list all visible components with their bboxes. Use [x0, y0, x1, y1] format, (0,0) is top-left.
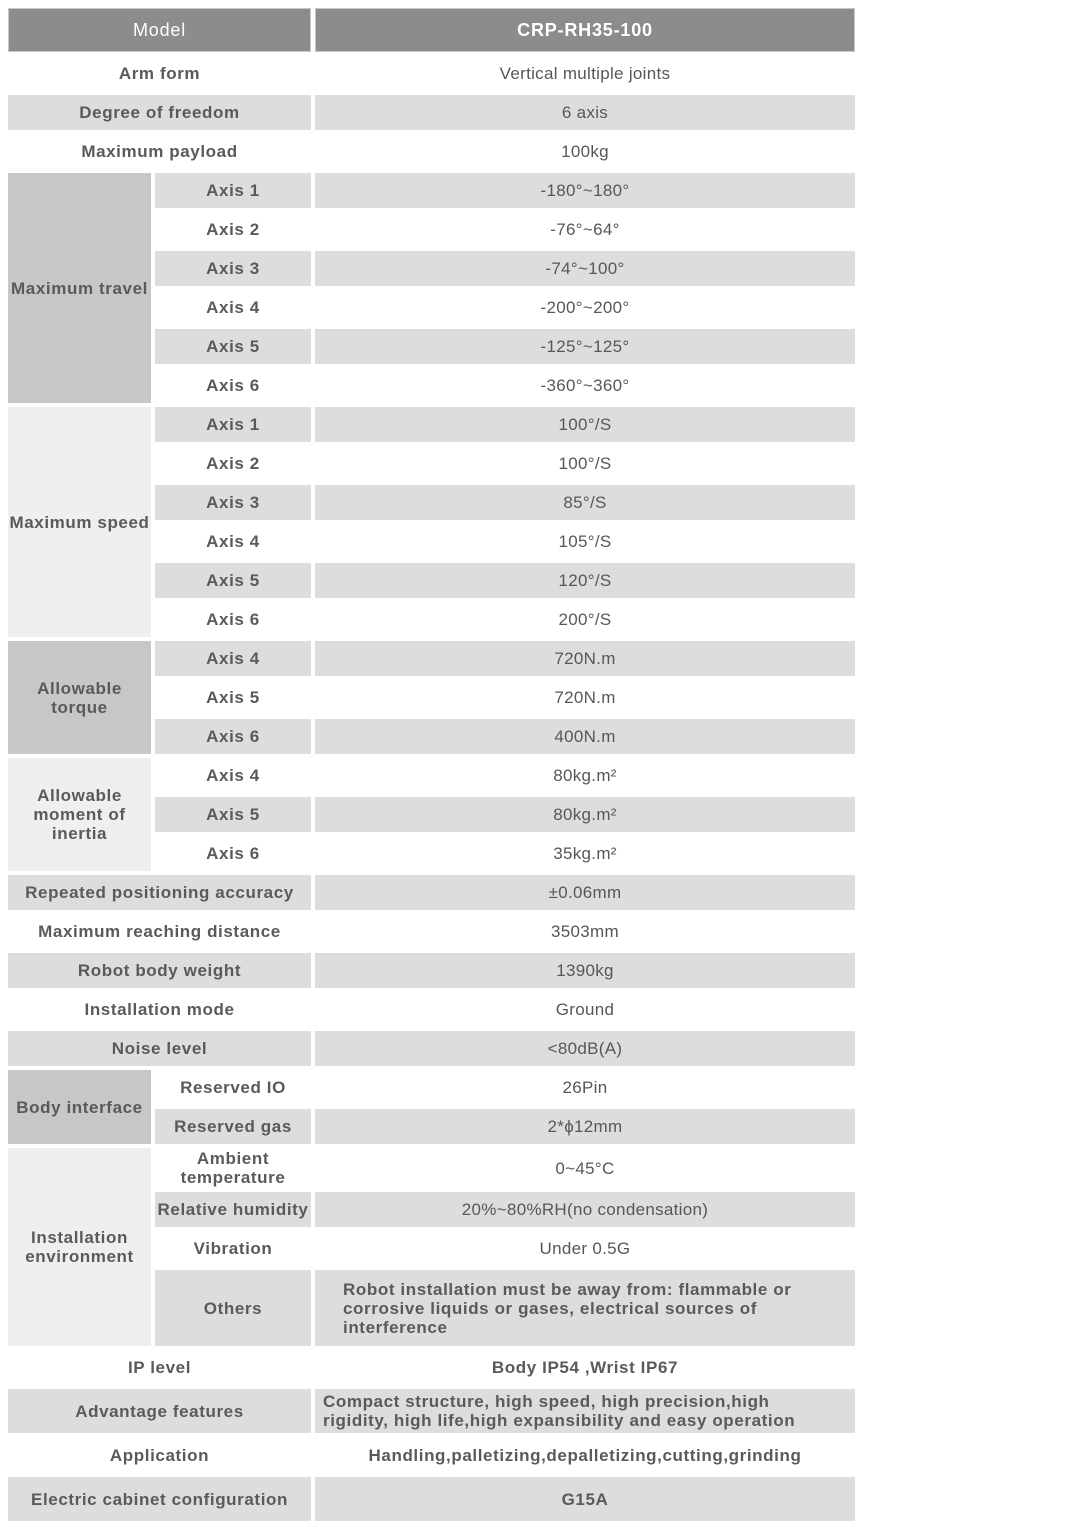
axis-value: 85°/S: [315, 485, 855, 520]
sub-value: 2*ϕ12mm: [315, 1109, 855, 1144]
spec-row-label: Noise level: [8, 1031, 311, 1066]
spec-row-application: [8, 1437, 855, 1473]
axis-value: -180°~180°: [315, 173, 855, 208]
axis-label: Axis 5: [155, 797, 311, 832]
spec-row-robot-body-weight: [8, 953, 855, 988]
group-label-allowable-inertia: Allowable moment of inertia: [8, 758, 151, 871]
model-header-label: Model: [8, 8, 311, 52]
axis-value: 720N.m: [315, 641, 855, 676]
axis-label: Axis 2: [206, 220, 260, 239]
spec-row-value: 1390kg: [315, 953, 855, 988]
spec-row-label: IP level: [127, 1358, 192, 1377]
axis-label: Axis 4: [206, 532, 260, 551]
model-header-value: CRP-RH35-100: [315, 8, 855, 52]
axis-value: 80kg.m²: [553, 766, 617, 785]
axis-value: 105°/S: [558, 532, 612, 551]
group-label-allowable-torque: Allowable torque: [8, 641, 151, 754]
axis-label: Axis 4: [155, 641, 311, 676]
axis-value: -125°~125°: [315, 329, 855, 364]
group-label-maximum-speed: Maximum speed: [8, 407, 151, 637]
spec-row-value: 6 axis: [315, 95, 855, 130]
spec-row-value: 100kg: [561, 142, 609, 161]
spec-row-label: Arm form: [118, 64, 201, 83]
axis-label: Axis 6: [206, 376, 260, 395]
axis-label: Axis 6: [206, 610, 260, 629]
axis-label: Axis 4: [206, 766, 260, 785]
axis-value: 400N.m: [315, 719, 855, 754]
sub-value: 0~45°C: [555, 1158, 615, 1178]
body-interface-row: [8, 1070, 855, 1105]
sub-value: 26Pin: [562, 1078, 608, 1097]
axis-value: 35kg.m²: [553, 844, 617, 863]
spec-row-value: 3503mm: [551, 922, 619, 941]
spec-row-value: ±0.06mm: [315, 875, 855, 910]
axis-value: -74°~100°: [315, 251, 855, 286]
spec-row-value: Compact structure, high speed, high precision,high rigidity, high life,high expansibility and easy operation: [315, 1389, 855, 1433]
axis-label: Axis 6: [206, 844, 260, 863]
inertia-axis-row: [8, 758, 855, 793]
axis-label: Axis 4: [206, 298, 260, 317]
spec-row-value: Body IP54 ,Wrist IP67: [491, 1358, 679, 1377]
spec-row-label: Robot body weight: [8, 953, 311, 988]
axis-label: Axis 1: [155, 173, 311, 208]
group-label-maximum-travel: Maximum travel: [8, 173, 151, 403]
travel-axis-row: [8, 173, 855, 208]
axis-label: Axis 3: [155, 251, 311, 286]
spec-row-label: Degree of freedom: [8, 95, 311, 130]
axis-label: Axis 5: [155, 563, 311, 598]
spec-row-arm-form: [8, 56, 855, 91]
axis-value: -76°~64°: [550, 220, 620, 239]
axis-label: Axis 6: [155, 719, 311, 754]
spec-row-maximum-payload: [8, 134, 855, 169]
axis-value: 80kg.m²: [315, 797, 855, 832]
spec-row-maximum-reaching-distance: [8, 914, 855, 949]
axis-value: -360°~360°: [540, 376, 630, 395]
axis-value: 100°/S: [558, 454, 612, 473]
axis-label: Axis 5: [155, 329, 311, 364]
spec-row-installation-mode: [8, 992, 855, 1027]
sub-label: Others: [155, 1270, 311, 1346]
axis-value: 120°/S: [315, 563, 855, 598]
environment-row: [8, 1148, 855, 1188]
spec-row-label: Repeated positioning accuracy: [8, 875, 311, 910]
spec-row-label: Installation mode: [84, 1000, 235, 1019]
spec-row-value: Ground: [555, 1000, 615, 1019]
sub-label: Reserved IO: [180, 1078, 286, 1097]
axis-label: Axis 5: [206, 688, 260, 707]
axis-value: -200°~200°: [540, 298, 630, 317]
sub-label: Vibration: [193, 1239, 273, 1258]
spec-row-ip-level: [8, 1350, 855, 1385]
sub-value: 20%~80%RH(no condensation): [315, 1192, 855, 1227]
spec-row-value: Handling,palletizing,depalletizing,cutting,grinding: [368, 1445, 802, 1465]
spec-row-electric-cabinet-configuration: [8, 1477, 855, 1521]
axis-label: Axis 2: [206, 454, 260, 473]
sub-label: Relative humidity: [155, 1192, 311, 1227]
spec-row-label: Maximum reaching distance: [38, 922, 281, 941]
spec-row-value: <80dB(A): [315, 1031, 855, 1066]
spec-row-label: Maximum payload: [81, 142, 238, 161]
group-label-body-interface: Body interface: [8, 1070, 151, 1144]
spec-row-label: Electric cabinet configuration: [8, 1477, 311, 1521]
sub-label: Reserved gas: [155, 1109, 311, 1144]
sub-value: Robot installation must be away from: flammable or corrosive liquids or gases, electrical sources of interference: [315, 1270, 855, 1346]
model-header-row: [8, 8, 855, 52]
axis-label: Axis 3: [155, 485, 311, 520]
torque-axis-row: [8, 641, 855, 676]
spec-row-advantage-features: [8, 1389, 855, 1433]
axis-value: 720N.m: [554, 688, 616, 707]
spec-row-value: G15A: [315, 1477, 855, 1521]
sub-value: Under 0.5G: [539, 1239, 631, 1258]
spec-row-label: Application: [109, 1445, 210, 1465]
spec-row-label: Advantage features: [8, 1389, 311, 1433]
spec-row-noise-level: [8, 1031, 855, 1066]
group-label-installation-environment: Installation environment: [8, 1148, 151, 1346]
spec-row-degree-of-freedom: [8, 95, 855, 130]
spec-row-value: Vertical multiple joints: [499, 64, 671, 83]
spec-table: [4, 4, 859, 1525]
sub-label: Ambient temperature: [180, 1149, 286, 1187]
spec-row-repeated-positioning-accuracy: [8, 875, 855, 910]
speed-axis-row: [8, 407, 855, 442]
axis-label: Axis 1: [155, 407, 311, 442]
axis-value: 100°/S: [315, 407, 855, 442]
axis-value: 200°/S: [558, 610, 612, 629]
